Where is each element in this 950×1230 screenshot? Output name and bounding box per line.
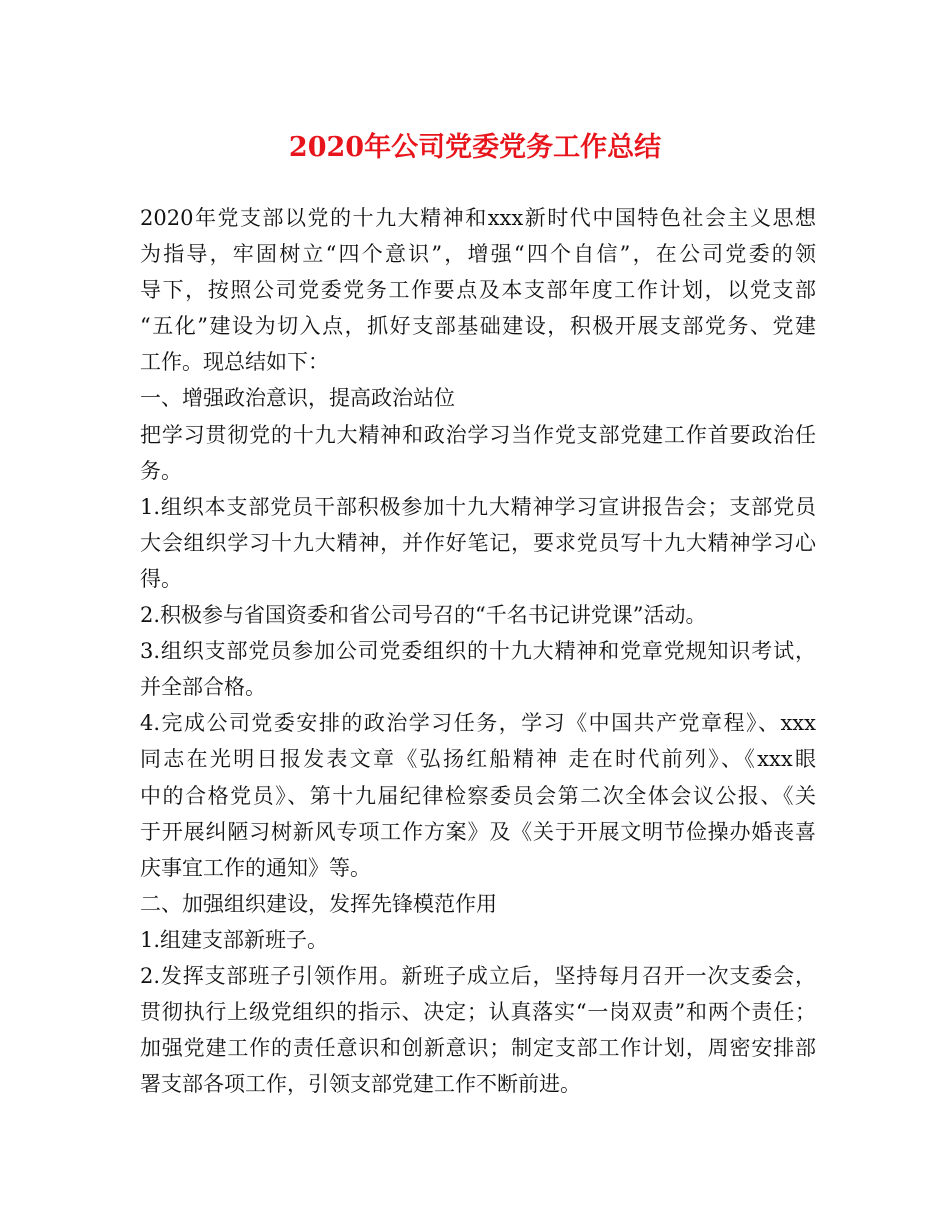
text-line: 署支部各项工作，引领支部党建工作不断前进。 xyxy=(140,1072,581,1097)
text-line: 2020年党支部以党的十九大精神和xxx新时代中国特色社会主义思想 xyxy=(140,206,816,230)
text-line: 得。 xyxy=(140,566,182,591)
text-line: 同志在光明日报发表文章《弘扬红船精神 走在时代前列》、《xxx眼 xyxy=(140,747,816,772)
text-line: 中的合格党员》、第十九届纪律检察委员会第二次全体会议公报、《关 xyxy=(140,783,816,808)
text-line: 并全部合格。 xyxy=(140,675,266,700)
text-line: 工作。现总结如下： xyxy=(140,350,329,375)
text-line: 大会组织学习十九大精神，并作好笔记，要求党员写十九大精神学习心 xyxy=(140,530,816,555)
text-line: 3.组织支部党员参加公司党委组织的十九大精神和党章党规知识考试， xyxy=(140,639,816,664)
text-line: 1.组建支部新班子。 xyxy=(140,927,329,952)
text-line: 2.积极参与省国资委和省公司号召的“千名书记讲党课”活动。 xyxy=(140,603,707,628)
text-line: 加强党建工作的责任意识和创新意识；制定支部工作计划，周密安排部 xyxy=(140,1036,816,1061)
text-line: 1.组织本支部党员干部积极参加十九大精神学习宣讲报告会；支部党员 xyxy=(140,494,816,519)
section-heading: 二、加强组织建设，发挥先锋模范作用 xyxy=(140,891,497,916)
text-line: 务。 xyxy=(140,458,182,483)
text-line: 4.完成公司党委安排的政治学习任务，学习《中国共产党章程》、xxx xyxy=(140,711,816,736)
text-line: 导下，按照公司党委党务工作要点及本支部年度工作计划，以党支部 xyxy=(140,278,816,303)
text-line: “五化”建设为切入点，抓好支部基础建设，积极开展支部党务、党建 xyxy=(140,314,816,339)
text-line: 庆事宜工作的通知》等。 xyxy=(140,855,371,880)
text-line: 为指导，牢固树立“四个意识”，增强“四个自信”，在公司党委的领 xyxy=(140,242,816,267)
section-heading: 一、增强政治意识，提高政治站位 xyxy=(140,386,455,411)
document-body xyxy=(140,200,816,1102)
document-title: 2020年公司党委党务工作总结 xyxy=(288,132,662,163)
text-line: 贯彻执行上级党组织的指示、决定；认真落实“一岗双责”和两个责任； xyxy=(140,1000,816,1025)
text-line: 于开展纠陋习树新风专项工作方案》及《关于开展文明节俭操办婚丧喜 xyxy=(140,819,816,844)
text-line: 把学习贯彻党的十九大精神和政治学习当作党支部党建工作首要政治任 xyxy=(140,422,816,447)
text-line: 2.发挥支部班子引领作用。新班子成立后，坚持每月召开一次支委会， xyxy=(140,963,816,988)
